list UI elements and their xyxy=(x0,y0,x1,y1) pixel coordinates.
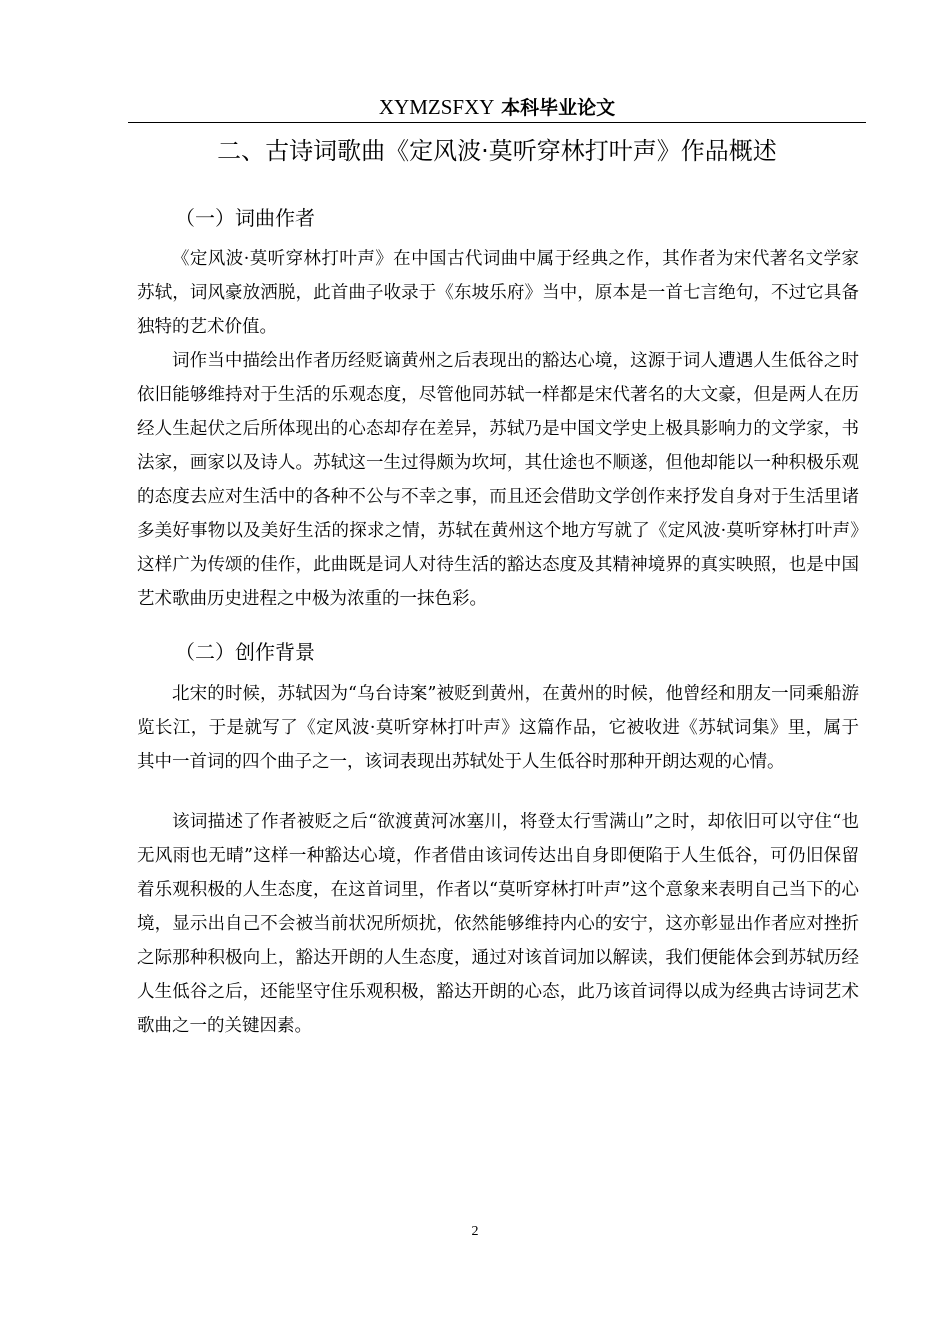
page-number: 2 xyxy=(471,1224,479,1239)
header-label: 本科毕业论文 xyxy=(494,97,616,119)
header-code: XYMZSFXY xyxy=(378,95,495,119)
paragraph-author-2: 词作当中描绘出作者历经贬谪黄州之后表现出的豁达心境，这源于词人遭遇人生低谷之时依旧能够维持对于生活的乐观态度，尽管他同苏轼一样都是宋代著名的大文豪，但是两人在历经人生起伏之后所体现出的心态却存在差异，苏轼乃是中国文学史上极具影响力的文学家，书法家，画家以及诗人。苏轼这一生过得颇为坎坷，其仕途也不顺遂，但他却能以一种积极乐观的态度去应对生活中的各种不公与不幸之事，而且还会借助文学创作来抒发自身对于生活里诸多美好事物以及美好生活的探求之情，苏轼在黄州这个地方写就了《定风波·莫听穿林打叶声》这样广为传颂的佳作，此曲既是词人对待生活的豁达态度及其精神境界的真实映照，也是中国艺术歌曲历史进程之中极为浓重的一抹色彩。 xyxy=(137,351,859,609)
section-heading-author: （一）词曲作者 xyxy=(175,206,315,230)
section-heading-background: （二）创作背景 xyxy=(175,640,315,664)
paragraph-author-1: 《定风波·莫听穿林打叶声》在中国古代词曲中属于经典之作，其作者为宋代著名文学家苏轼，词风豪放洒脱，此首曲子收录于《东坡乐府》当中，原本是一首七言绝句，不过它具备独特的艺术价值。 xyxy=(137,249,859,337)
chapter-title: 二、古诗词歌曲《定风波·莫听穿林打叶声》作品概述 xyxy=(217,137,777,165)
page-header xyxy=(128,94,866,123)
paragraph-background-2: 该词描述了作者被贬之后“欲渡黄河冰塞川，将登太行雪满山”之时，却依旧可以守住“也无风雨也无晴”这样一种豁达心境，作者借由该词传达出自身即便陷于人生低谷，可仍旧保留着乐观积极的人生态度，在这首词里，作者以“莫听穿林打叶声”这个意象来表明自己当下的心境，显示出自己不会被当前状况所烦扰，依然能够维持内心的安宁，这亦彰显出作者应对挫折之际那种积极向上，豁达开朗的人生态度，通过对该首词加以解读，我们便能体会到苏轼历经人生低谷之后，还能坚守住乐观积极，豁达开朗的心态，此乃该首词得以成为经典古诗词艺术歌曲之一的关键因素。 xyxy=(137,812,859,1036)
paragraph-background-1: 北宋的时候，苏轼因为“乌台诗案”被贬到黄州，在黄州的时候，他曾经和朋友一同乘船游览长江，于是就写了《定风波·莫听穿林打叶声》这篇作品，它被收进《苏轼词集》里，属于其中一首词的四个曲子之一，该词表现出苏轼处于人生低谷时那种开朗达观的心情。 xyxy=(137,684,859,772)
